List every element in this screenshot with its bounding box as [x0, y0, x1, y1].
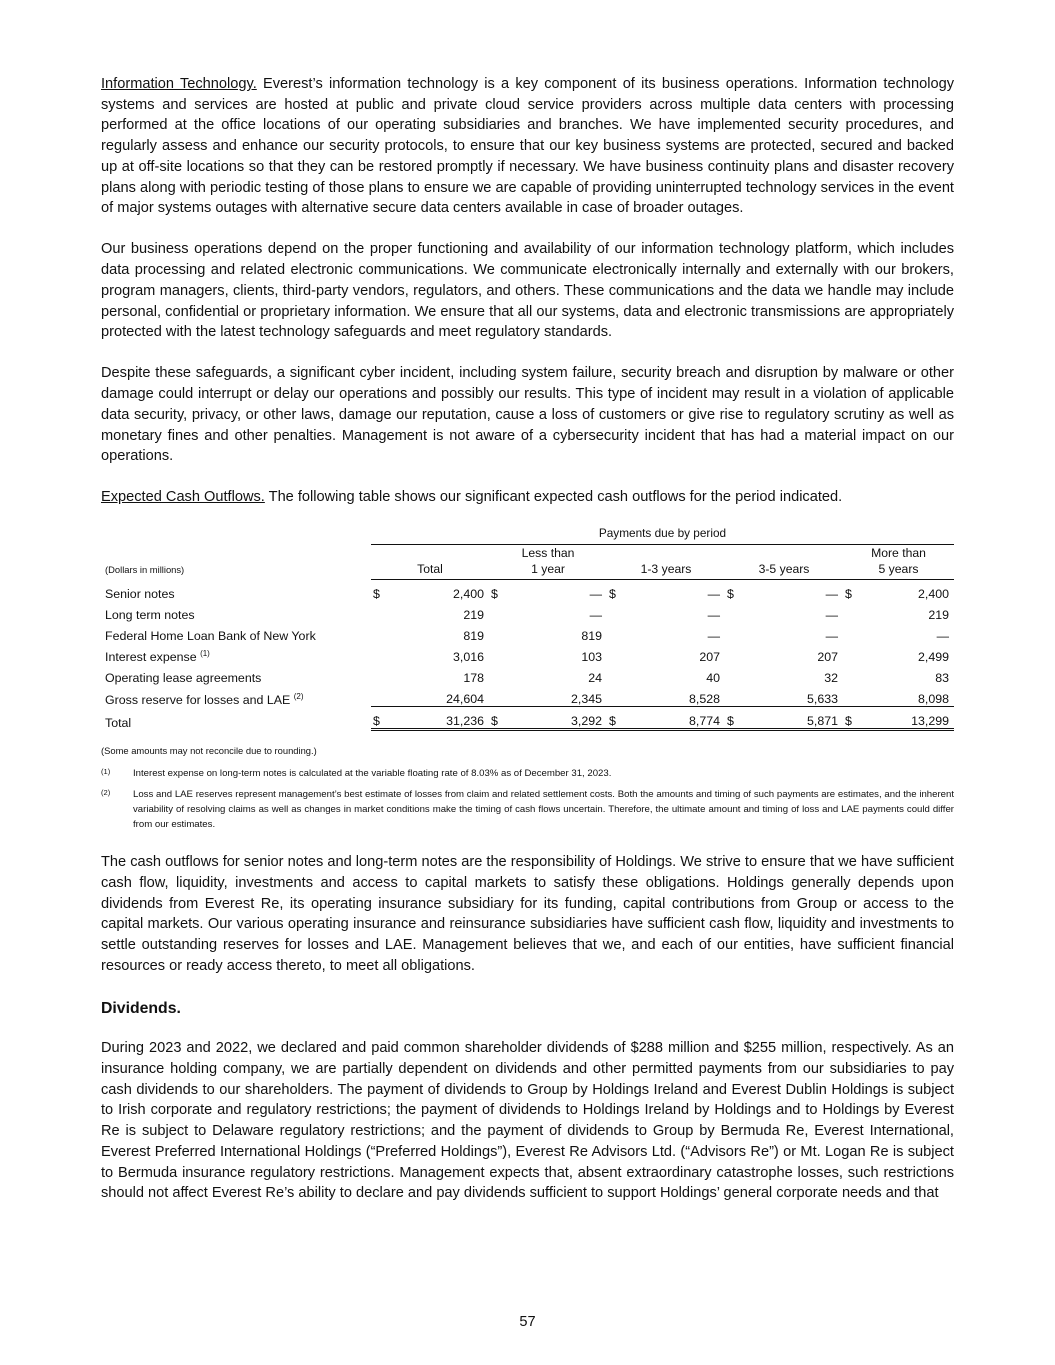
- footnote-mark: (2): [101, 788, 111, 798]
- currency-sign: $: [371, 707, 383, 730]
- cell-1-3: 8,528: [688, 692, 720, 707]
- cell-1-3: 40: [706, 671, 720, 686]
- table-row: [101, 685, 954, 707]
- it-paragraph-3: Despite these safeguards, a significant cyber incident, including system failure, security breach and disruption by malware or other damage could interrupt or delay our operations and possibly our results. This type of incident may result in a violation of applicable data security, privacy, or other laws, damage our reputation, cause a loss of customers or give rise to regulatory scrutiny as well as monetary fines and other penalties. Management is not aware of a cybersecurity incident that has had a material impact on our operations.: [101, 365, 954, 465]
- table-row: [101, 601, 954, 622]
- cell-gt5: 2,499: [917, 650, 949, 665]
- cell-lt1: 2,345: [570, 692, 602, 707]
- col-less-line-a: Less than: [521, 546, 575, 561]
- row-label: Operating lease agreements: [105, 671, 262, 686]
- table-row: [101, 664, 954, 685]
- column-header-row: [101, 545, 954, 580]
- currency-sign: $: [843, 707, 855, 730]
- group-header-row: [101, 522, 954, 545]
- row-label: Senior notes: [105, 587, 175, 602]
- col-less-than-1-year: [489, 545, 607, 580]
- cell-3-5: —: [825, 629, 838, 644]
- post-table-paragraph: The cash outflows for senior notes and long-term notes are the responsibility of Holdings. We strive to ensure that we have sufficient cash flow, liquidity, investments and access to capital markets to satisfy these obligations. Holdings generally depends upon dividends from Everest Re, its operating insurance subsidiary for its funding, capital contributions from Group or access to the capital markets. Our various operating insurance and reinsurance subsidiaries have sufficient cash flow, liquidity and investments to settle outstanding reserves for losses and LAE. Management believes that we, and each of our entities, have sufficient financial resources or ready access thereto, to meet all obligations.: [101, 854, 954, 974]
- col-more-than-5-years: [843, 545, 954, 580]
- cell-total: 24,604: [446, 692, 484, 707]
- cell-lt1: —: [589, 608, 602, 623]
- cash-outflows-table: [101, 522, 954, 731]
- cell-total: 178: [463, 671, 484, 686]
- row-label: Total: [105, 715, 132, 730]
- currency-sign: $: [727, 587, 734, 602]
- cell-lt1: 3,292: [501, 707, 607, 730]
- cell-total: 2,400: [452, 587, 484, 602]
- dollars-label: (Dollars in millions): [105, 564, 185, 576]
- cell-lt1: 24: [588, 671, 602, 686]
- col-more-line-b: 5 years: [878, 562, 919, 577]
- footnote: [101, 766, 954, 781]
- cash-intro-paragraph: [101, 487, 954, 508]
- cell-gt5: 219: [928, 608, 949, 623]
- cell-3-5: 32: [824, 671, 838, 686]
- total-row: [101, 707, 954, 730]
- cell-gt5: 13,299: [855, 707, 954, 730]
- cell-1-3: 207: [699, 650, 720, 665]
- currency-sign: $: [845, 587, 852, 602]
- cell-gt5: —: [936, 629, 949, 644]
- cell-3-5: 5,633: [806, 692, 838, 707]
- cash-outflows-table-wrap: [101, 522, 954, 731]
- footnote-mark: (1): [101, 767, 111, 777]
- page-number: 57: [519, 1314, 536, 1330]
- it-paragraph-2: Our business operations depend on the proper functioning and availability of our information technology platform, which includes data processing and related electronic communications. We communicate electronically internally and externally with our brokers, program managers, clients, third-party vendors, regulators, and others. These communications and the data we handle may include personal, confidential or proprietary information. We ensure that all our systems, data and electronic transmissions are appropriately protected with the latest technology safeguards and meet regulatory standards.: [101, 241, 954, 341]
- dividends-heading: Dividends.: [101, 1000, 181, 1018]
- table-row: [101, 580, 954, 602]
- footnote-text: Loss and LAE reserves represent management’s best estimate of losses from claim and related settlement costs. Both the amounts and timing of such payments are estimates, and the inherent variability of resolving claims as well as changes in market conditions make the timing of cash flows uncertain. Therefore, the ultimate amount and timing of loss and LAE payments could differ from our estimates.: [133, 789, 954, 831]
- cell-1-3: 8,774: [619, 707, 725, 730]
- row-label: Federal Home Loan Bank of New York: [105, 629, 316, 644]
- col-3-5-years: 3-5 years: [758, 562, 810, 577]
- col-1-3-years: 1-3 years: [640, 562, 692, 577]
- cell-total: 31,236: [383, 707, 489, 730]
- cell-total: 219: [463, 608, 484, 623]
- currency-sign: $: [609, 587, 616, 602]
- cell-lt1: 819: [581, 629, 602, 644]
- cell-gt5: 2,400: [917, 587, 949, 602]
- cell-3-5: —: [825, 587, 838, 602]
- cell-1-3: —: [707, 587, 720, 602]
- cell-gt5: 8,098: [917, 692, 949, 707]
- cash-intro-text: The following table shows our significant expected cash outflows for the period indicated.: [264, 489, 843, 506]
- it-paragraph-1: [101, 74, 954, 219]
- cell-lt1: 103: [581, 650, 602, 665]
- cell-total: 3,016: [452, 650, 484, 665]
- cell-3-5: —: [825, 608, 838, 623]
- dividends-paragraph: During 2023 and 2022, we declared and paid common shareholder dividends of $288 million and $255 million, respectively. As an insurance holding company, we are partially dependent on dividends and other permitted payments from our subsidiaries to pay cash dividends to our shareholders. The payment of dividends to Group by Holdings Ireland and Everest Dublin Holdings is subject to Irish corporate and regulatory restrictions; the payment of dividends to Holdings Ireland by Holdings and to Holdings by Everest Re is subject to Delaware regulatory restrictions; and the payment of dividends to Group by Bermuda Re, Everest International, Everest Preferred International Holdings (“Preferred Holdings”), Everest Re Advisors Ltd. (“Advisors Re”) or Mt. Logan Re is subject to Bermuda insurance regulatory restrictions. Management expects that, absent extraordinary catastrophe losses, such restrictions should not affect Everest Re’s ability to declare and pay dividends sufficient to support Holdings’ general corporate needs and that: [101, 1040, 954, 1202]
- footnote-text: Interest expense on long-term notes is calculated at the variable floating rate of 8.03% as of December 31, 2023.: [133, 768, 612, 780]
- row-label: [101, 685, 371, 707]
- cell-lt1: —: [589, 587, 602, 602]
- col-less-line-b: 1 year: [531, 562, 565, 577]
- rounding-note: (Some amounts may not reconcile due to rounding.): [101, 745, 317, 757]
- it-paragraph-1-text: Everest’s information technology is a key component of its business operations. Information technology systems and services are hosted at public and private cloud service providers across multiple data centers with processing performed at the office locations of our operating subsidiaries and branches. We have implemented security procedures, and regularly assess and enhance our security protocols, to ensure that our key business systems are protected, secured and backed up at off-site locations so that they can be restored promptly if necessary. We have business continuity plans and disaster recovery plans along with periodic testing of those plans to ensure we are capable of providing uninterrupted technology services in the event of major systems outages with alternative secure data centers available in case of broader outages.: [101, 76, 954, 217]
- it-heading: Information Technology.: [101, 76, 257, 92]
- col-total: Total: [417, 562, 443, 577]
- row-label-text: Interest expense: [105, 650, 201, 665]
- footnote: [101, 787, 954, 832]
- col-more-line-a: More than: [871, 546, 926, 561]
- cell-1-3: —: [707, 608, 720, 623]
- footnote-ref: (2): [293, 691, 304, 701]
- cell-gt5: 83: [935, 671, 949, 686]
- cell-3-5: 207: [817, 650, 838, 665]
- row-label-text: Gross reserve for losses and LAE: [105, 692, 294, 707]
- footnote-ref: (1): [200, 649, 210, 659]
- table-row: [101, 622, 954, 643]
- payments-due-header: Payments due by period: [371, 522, 954, 545]
- table-row: [101, 643, 954, 664]
- currency-sign: $: [607, 707, 619, 730]
- currency-sign: $: [491, 587, 498, 602]
- cell-3-5: 5,871: [737, 707, 843, 730]
- row-label: Long term notes: [105, 608, 195, 623]
- cash-heading: Expected Cash Outflows.: [101, 489, 265, 506]
- cell-total: 819: [463, 629, 484, 644]
- currency-sign: $: [489, 707, 501, 730]
- cell-1-3: —: [707, 629, 720, 644]
- currency-sign: $: [725, 707, 737, 730]
- currency-sign: $: [373, 587, 380, 602]
- document-page: [101, 74, 954, 1225]
- row-label: [101, 643, 371, 664]
